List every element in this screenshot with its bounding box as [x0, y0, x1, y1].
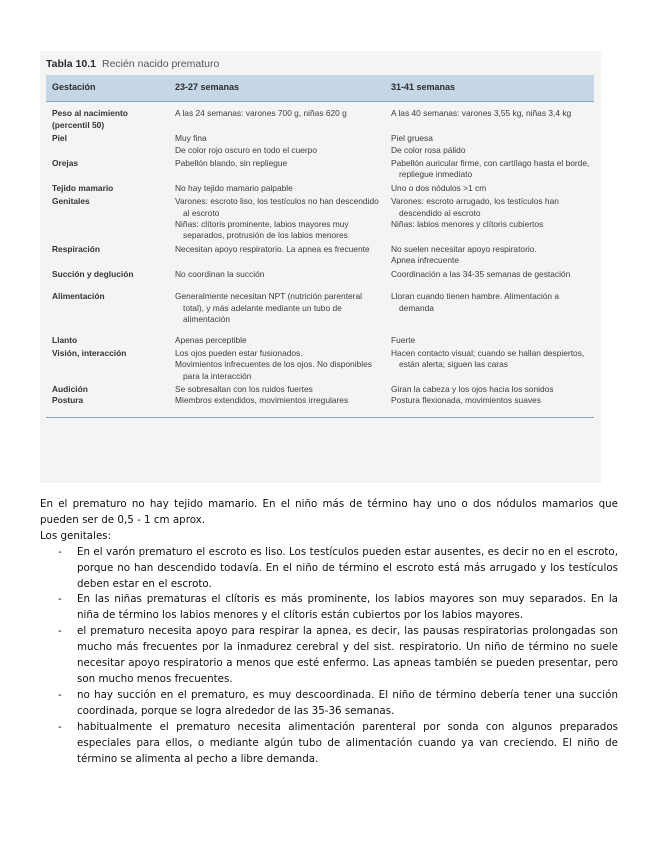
bullet-dash: - — [58, 720, 62, 733]
cell-preterm — [169, 267, 385, 280]
cell-line: No hay tejido mamario palpable — [175, 182, 293, 193]
genitales-label: Los genitales: — [40, 529, 112, 542]
list-item — [40, 624, 618, 688]
cell-line: No suelen necesitar apoyo respiratorio. — [391, 243, 537, 254]
row-label: Succión y deglución — [52, 268, 134, 279]
cell-term — [385, 280, 594, 325]
bullet-text: habitualmente el prematuro necesita alimentación parenteral por sonda con algunos preparados especiales para ellos, o mediante algún tubo de alimentación cuando ya van creciendo. El niño de término se alimenta al pecho a libre demanda. — [77, 720, 618, 765]
cell-line: Se sobresaltan con los ruidos fuertes — [175, 383, 313, 394]
cell-term — [385, 267, 594, 280]
row-label: Peso al nacimiento (percentil 50) — [52, 108, 128, 130]
table-number: Tabla 10.1 — [46, 58, 96, 70]
row-label: Llanto — [52, 335, 78, 346]
bullet-list — [40, 545, 618, 768]
cell-line: Niñas: labios menores y clítoris cubiertos — [391, 219, 544, 230]
table-row — [46, 181, 594, 194]
row-label: Genitales — [52, 196, 90, 207]
cell-line: De color rosa pálido — [391, 144, 466, 155]
cell-line: Lloran cuando tienen hambre. Alimentación a demanda — [391, 291, 560, 313]
table-row — [46, 131, 594, 156]
intro-paragraph: En el prematuro no hay tejido mamario. En el niño más de término hay uno o dos nódulos mamarios que pueden ser de 0,5 - 1 cm aprox. — [40, 498, 618, 526]
cell-line: Varones: escroto arrugado, los testículos han descendido al escroto — [391, 196, 559, 218]
table-row — [46, 242, 594, 267]
cell-term — [385, 382, 594, 395]
cell-preterm — [169, 280, 385, 325]
bullet-text: no hay succión en el prematuro, es muy descoordinada. El niño de término debería tener una succión coordinada, porque se logra alrededor de las 35-36 semanas. — [77, 688, 618, 717]
cell-term — [385, 242, 594, 267]
table-row — [46, 280, 594, 325]
table-row — [46, 102, 594, 131]
row-label: Audición — [52, 383, 88, 394]
cell-line: No coordinan la succión — [175, 268, 265, 279]
table-body — [46, 102, 594, 417]
cell-line: Generalmente necesitan NPT (nutrición parenteral total), y más adelante mediante un tubo de alimentación — [175, 291, 362, 324]
cell-line: Apenas perceptible — [175, 335, 247, 346]
cell-line: Giran la cabeza y los ojos hacia los sonidos — [391, 383, 554, 394]
cell-preterm — [169, 194, 385, 242]
row-label: Visión, interacción — [52, 347, 127, 358]
cell-term — [385, 347, 594, 382]
cell-line: Uno o dos nódulos >1 cm — [391, 182, 487, 193]
header-term: 31-41 semanas — [385, 75, 594, 102]
bullet-dash: - — [58, 593, 62, 606]
cell-preterm — [169, 102, 385, 131]
cell-line: Postura flexionada, movimientos suaves — [391, 395, 541, 406]
header-preterm: 23-27 semanas — [169, 75, 385, 102]
cell-term — [385, 395, 594, 417]
cell-line: Los ojos pueden estar fusionados. — [175, 347, 303, 358]
row-label: Alimentación — [52, 291, 105, 302]
bullet-dash: - — [58, 625, 62, 638]
row-label: Respiración — [52, 243, 100, 254]
bullet-dash: - — [58, 688, 62, 701]
bullet-dash: - — [58, 545, 62, 558]
cell-preterm — [169, 395, 385, 417]
table-caption — [46, 58, 597, 70]
cell-line: Hacen contacto visual; cuando se hallan despiertos, están alerta; siguen las caras — [391, 347, 585, 370]
cell-line: Apnea infrecuente — [391, 255, 459, 266]
cell-term — [385, 181, 594, 194]
cell-line: Muy fina — [175, 133, 207, 144]
list-item — [40, 592, 618, 624]
cell-line: Miembros extendidos, movimientos irregulares — [175, 395, 349, 406]
cell-line: Necesitan apoyo respiratorio. La apnea es frecuente — [175, 243, 370, 254]
cell-term — [385, 194, 594, 242]
cell-line: Piel gruesa — [391, 133, 433, 144]
cell-line: Coordinación a las 34-35 semanas de gestación — [391, 268, 571, 279]
row-label: Orejas — [52, 158, 79, 169]
body-text — [40, 497, 618, 767]
cell-line: Pabellón auricular firme, con cartílago hasta el borde, repliegue inmediato — [391, 158, 590, 180]
table-row — [46, 382, 594, 395]
comparison-table — [46, 75, 594, 418]
list-item — [40, 720, 618, 768]
table-row — [46, 156, 594, 181]
cell-preterm — [169, 181, 385, 194]
cell-term — [385, 102, 594, 131]
cell-line: A las 24 semanas: varones 700 g, niñas 620 g — [175, 108, 347, 119]
bullet-text: En las niñas prematuras el clítoris es más prominente, los labios mayores son muy separados. En la niña de término los labios menores y el clítoris están cubiertos por los labios mayores. — [77, 593, 618, 622]
table-row — [46, 395, 594, 417]
table-row — [46, 347, 594, 382]
cell-term — [385, 156, 594, 181]
row-label: Postura — [46, 395, 169, 417]
list-item — [40, 688, 618, 720]
cell-line: Pabellón blando, sin repliegue — [175, 158, 288, 169]
cell-preterm — [169, 347, 385, 382]
cell-preterm — [169, 156, 385, 181]
cell-preterm — [169, 131, 385, 156]
cell-term — [385, 325, 594, 346]
table-title: Recién nacido prematuro — [102, 58, 220, 70]
cell-line: Fuerte — [391, 335, 416, 346]
list-item — [40, 545, 618, 593]
bullet-text: el prematuro necesita apoyo para respirar la apnea, es decir, las pausas respiratorias prolongadas son mucho más frecuentes por la inmadurez cerebral y del sist. respiratorio. Un niño de término no suele necesitar apoyo respiratorio a menos que esté enfermo. Las apneas también se pueden presentar, pero son mucho menos frecuentes. — [77, 625, 618, 685]
row-label: Piel — [52, 133, 67, 144]
table-figure — [40, 51, 601, 483]
bullet-text: En el varón prematuro el escroto es liso. Los testículos pueden estar ausentes, es decir no en el escroto, porque no han descendido todavía. En el niño de término el escroto está más arrugado y los testículos deben estar en el escroto. — [77, 545, 618, 590]
header-gestation: Gestación — [46, 75, 169, 102]
cell-line: De color rojo oscuro en todo el cuerpo — [175, 144, 317, 155]
table-row — [46, 267, 594, 280]
table-header-row — [46, 75, 594, 102]
row-label: Tejido mamario — [52, 182, 114, 193]
cell-preterm — [169, 242, 385, 267]
cell-line: Niñas: clítoris prominente, labios mayores muy separados, protrusión de los labios menores — [175, 219, 349, 241]
table-row — [46, 325, 594, 346]
cell-term — [385, 131, 594, 156]
cell-line: Varones: escroto liso, los testículos no han descendido al escroto — [175, 196, 379, 218]
table-row — [46, 194, 594, 242]
cell-preterm — [169, 325, 385, 346]
cell-line: A las 40 semanas: varones 3,55 kg, niñas 3,4 kg — [391, 108, 572, 119]
cell-preterm — [169, 382, 385, 395]
cell-line: Movimientos infrecuentes de los ojos. No disponibles para la interacción — [175, 359, 372, 381]
